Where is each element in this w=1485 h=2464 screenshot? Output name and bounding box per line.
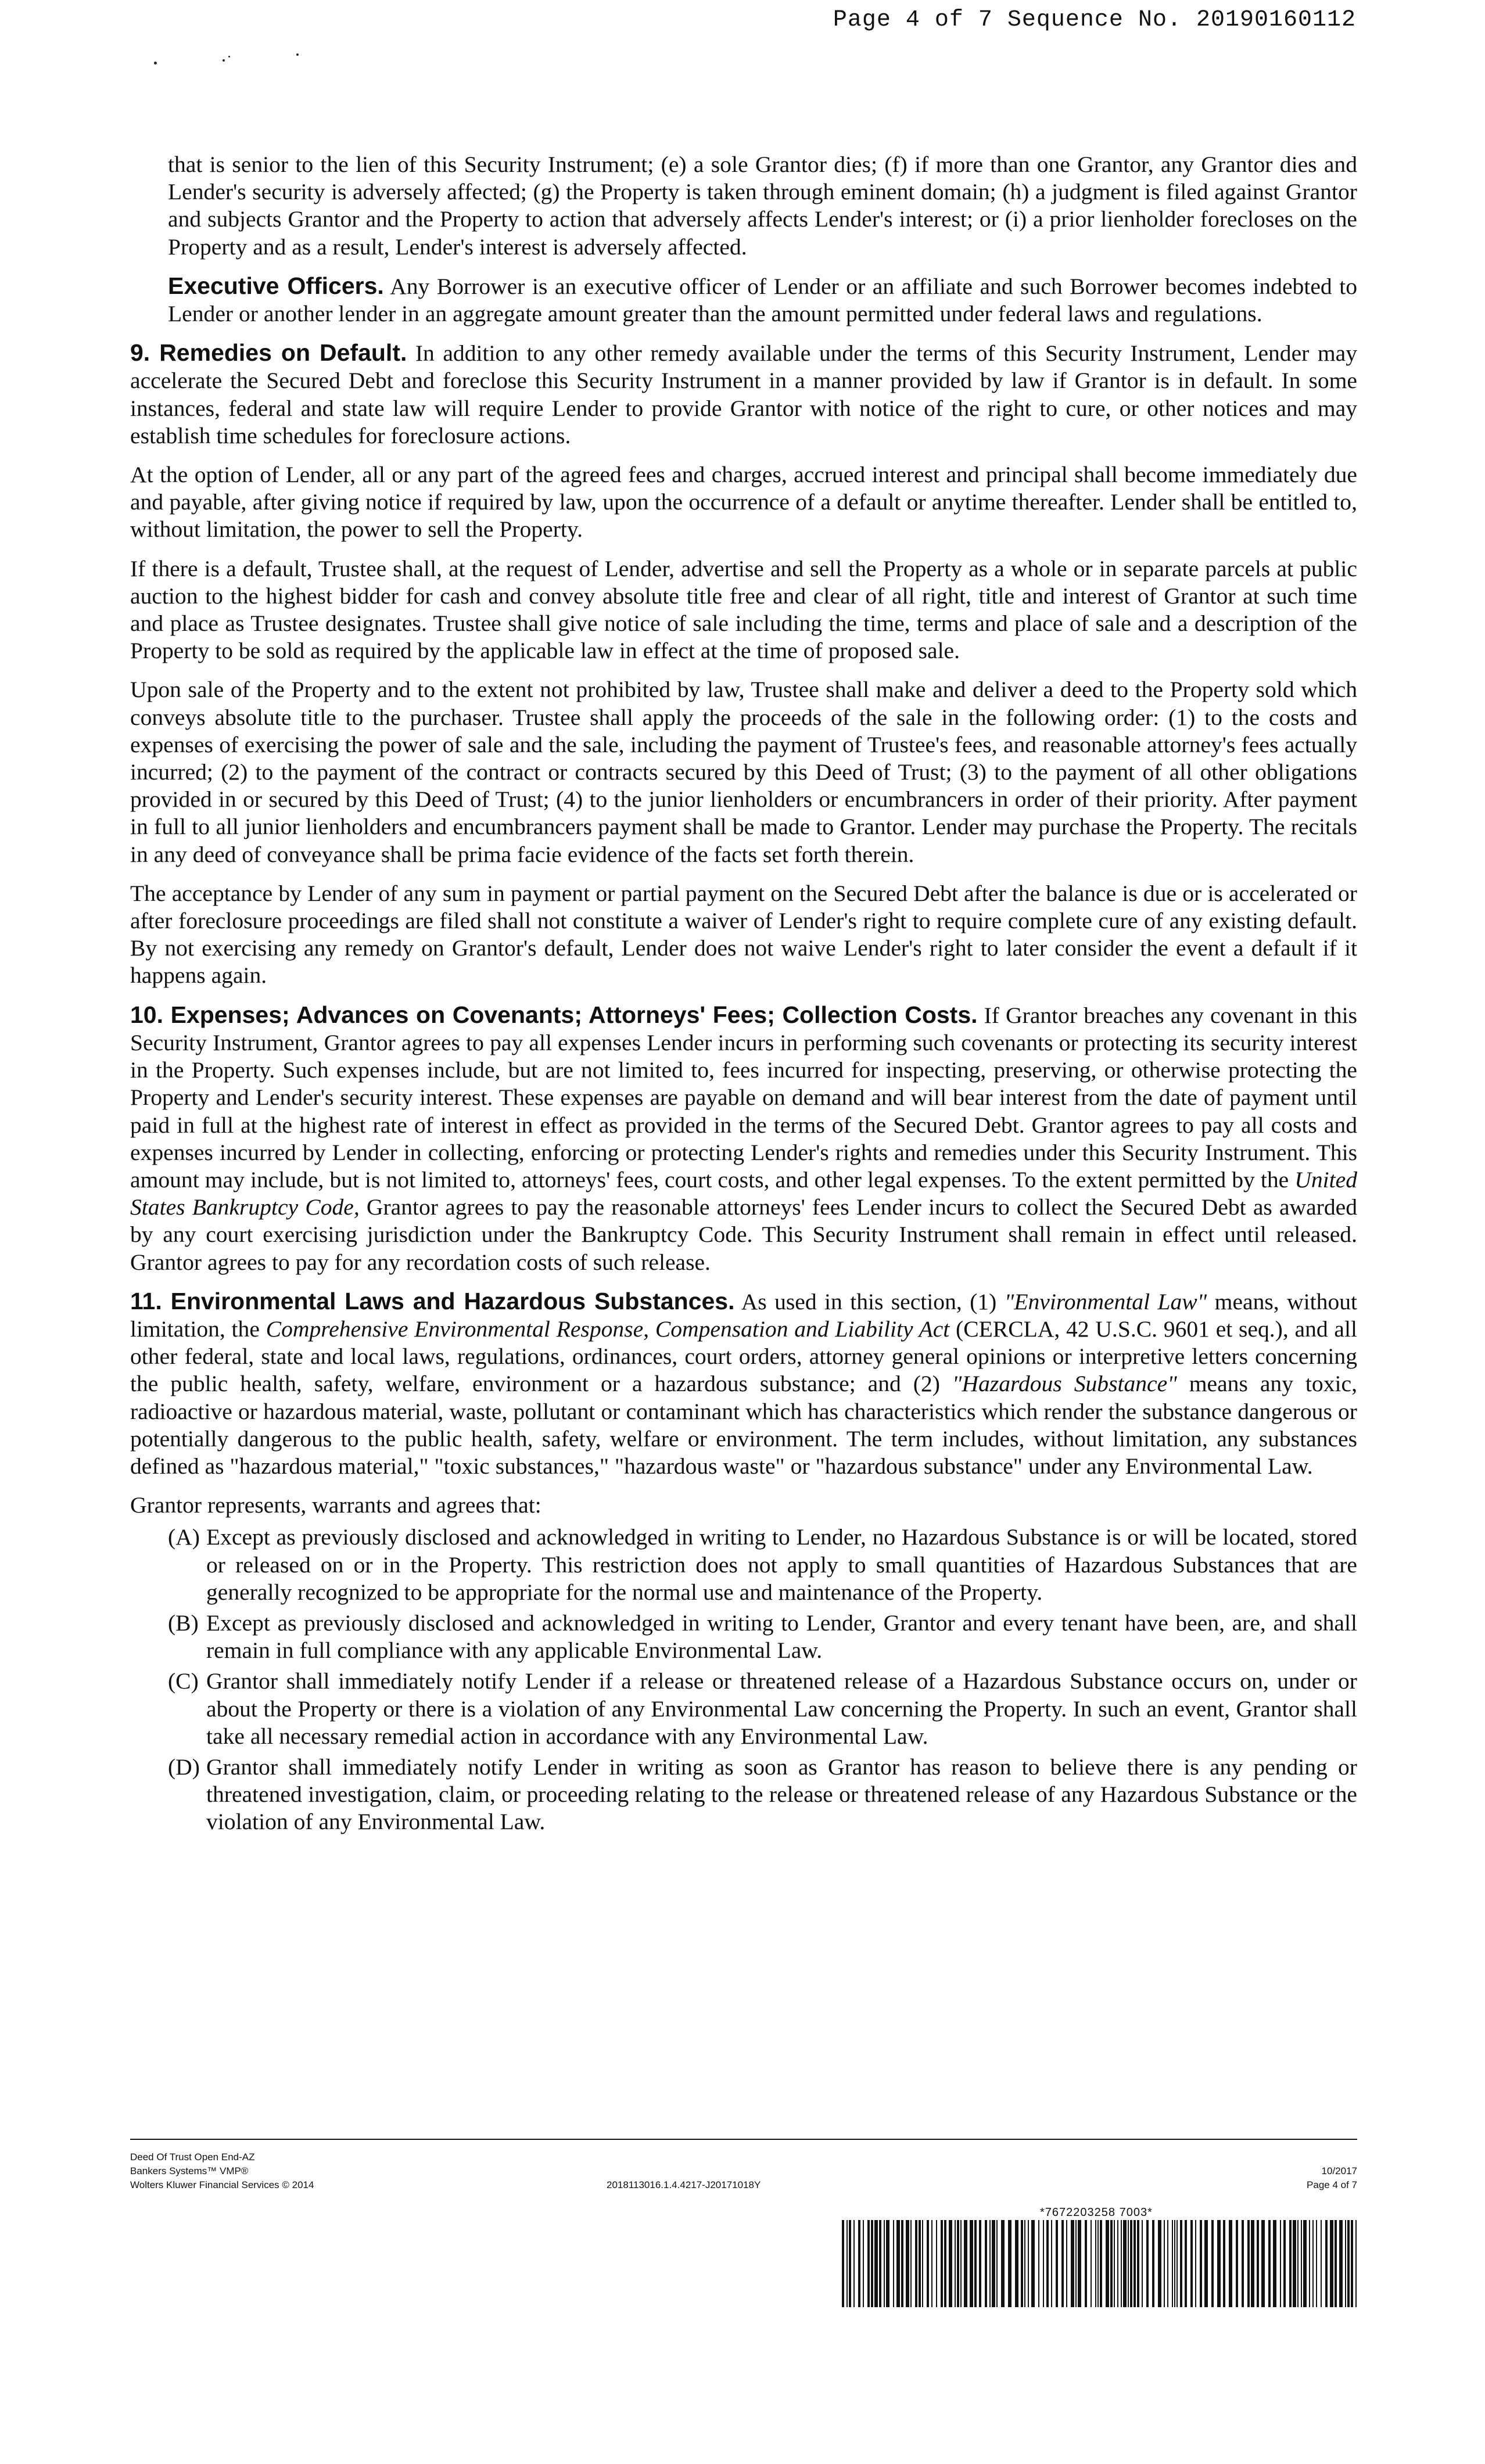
list-item [168, 1754, 1357, 1836]
barcode-bar [1024, 2220, 1025, 2307]
barcode-bar [1061, 2220, 1064, 2307]
footer-page-label: Page 4 of 7 [1307, 2179, 1357, 2190]
barcode-bar [910, 2220, 912, 2307]
barcode-bar [957, 2220, 959, 2307]
barcode-bar [896, 2220, 900, 2307]
paragraph-text: means any toxic, radioactive or hazardous material, waste, pollutant or contaminant which has characteristics which render the substance dangerous or potentially dangerous to the public health, safety, welfare or environment. The term includes, without limitation, any substances defined as "hazardous material," "toxic substances," "hazardous waste" or "hazardous substance" under any Environmental Law. [130, 1371, 1357, 1479]
barcode-bar [1257, 2220, 1259, 2307]
scan-speck [296, 53, 299, 56]
paragraph-text: Upon sale of the Property and to the extent not prohibited by law, Trustee shall make and deliver a deed to the Property sold which conveys absolute title to the purchaser. Trustee shall apply the proceeds of the sale in the following order: (1) to the costs and expenses of exercising the power of sale and the sale, including the payment of Trustee's fees, and reasonable attorney's fees actually incurred; (2) to the payment of the contract or contracts secured by this Deed of Trust; (3) to the payment of all other obligations provided in or secured by this Deed of Trust; (4) to the junior lienholders or encumbrancers in order of their priority. After payment in full to all junior lienholders and encumbrancers payment shall be made to Grantor. Lender may purchase the Property. The recitals in any deed of conveyance shall be prima facie evidence of the facts set forth therein. [130, 677, 1357, 867]
barcode-bar [1066, 2220, 1067, 2307]
barcode-bar [1038, 2220, 1039, 2307]
barcode-bar [842, 2220, 844, 2307]
barcode-bar [1134, 2220, 1136, 2307]
paragraph-default-events [130, 151, 1357, 261]
grantor-intro [130, 1492, 1357, 1519]
barcode-bar [1130, 2220, 1132, 2307]
barcode-bar [886, 2220, 889, 2307]
form-date: 10/2017 [1321, 2165, 1357, 2176]
barcode-bar [1312, 2220, 1314, 2307]
barcode-bar [1180, 2220, 1182, 2307]
barcode-bar [853, 2220, 855, 2307]
section-10-expenses [130, 1001, 1357, 1276]
paragraph-text: The acceptance by Lender of any sum in payment or partial payment on the Secured Debt after the balance is due or is accelerated or after foreclosure proceedings are filed shall not constitute a waiver of Lender's right to require complete cure of any existing default. By not exercising any remedy on Grantor's default, Lender does not waive Lender's right to later consider the event a default if it happens again. [130, 880, 1357, 989]
barcode-bar [1355, 2220, 1357, 2307]
barcode-bar [1229, 2220, 1232, 2307]
barcode-bar [1195, 2220, 1196, 2307]
list-item [168, 1524, 1357, 1606]
barcode-bar [1185, 2220, 1187, 2307]
barcode-bar [1309, 2220, 1310, 2307]
barcode-bar [1297, 2220, 1299, 2307]
italic-term: Comprehensive Environmental Response, Compensation and Liability Act [266, 1316, 950, 1342]
barcode-bar [1321, 2220, 1322, 2307]
barcode-bar [1351, 2220, 1353, 2307]
barcode-bar [955, 2220, 956, 2307]
barcode-bar [1325, 2220, 1328, 2307]
paragraph-text: Grantor represents, warrants and agrees that: [130, 1492, 541, 1518]
paragraph-text: means, without limitation, the [130, 1288, 1358, 1342]
barcode-bar [1204, 2220, 1208, 2307]
barcode-bar [1110, 2220, 1113, 2307]
italic-term: "Hazardous Substance" [952, 1371, 1177, 1397]
barcode-bar [1137, 2220, 1139, 2307]
barcode-bar [1273, 2220, 1276, 2307]
paragraph-text: As used in this section, (1) [734, 1288, 1005, 1314]
barcode-bar [1152, 2220, 1154, 2307]
page-sequence-header: Page 4 of 7 Sequence No. 20190160112 [833, 7, 1356, 33]
barcode-bar [884, 2220, 885, 2307]
barcode-bar [1091, 2220, 1092, 2307]
section-9-paragraph-4 [130, 676, 1357, 868]
barcode-bar [1117, 2220, 1118, 2307]
barcode-bar [863, 2220, 864, 2307]
barcode-bar [1316, 2220, 1317, 2307]
barcode-bar [871, 2220, 873, 2307]
paragraph-text: that is senior to the lien of this Security Instrument; (e) a sole Grantor dies; (f) if more than one Grantor, any Grantor dies and Lender's security is adversely affected; (g) the Property is taken through eminent domain; (h) a judgment is filed against Grantor and subjects Grantor and the Property to action that adversely affects Lender's interest; or (i) a prior lienholder forecloses on the Property and as a result, Lender's interest is adversely affected. [168, 152, 1357, 260]
barcode-bar [1100, 2220, 1102, 2307]
barcode-bar [1347, 2220, 1350, 2307]
italic-term: "Environmental Law" [1004, 1288, 1207, 1314]
barcode-bar [919, 2220, 921, 2307]
barcode-bar [1167, 2220, 1168, 2307]
barcode-bar [874, 2220, 878, 2307]
document-body [130, 151, 1357, 1840]
section-11-environmental [130, 1288, 1357, 1480]
barcode-number: *7672203258 7003* [1040, 2206, 1153, 2219]
section-9-remedies [130, 339, 1357, 450]
section-9-paragraph-5 [130, 880, 1357, 990]
barcode-bar [1046, 2220, 1049, 2307]
section-9-paragraph-2 [130, 461, 1357, 544]
barcode-bar [1051, 2220, 1052, 2307]
barcode-bar [992, 2220, 995, 2307]
barcode-bar [1123, 2220, 1127, 2307]
list-marker: (C) [168, 1668, 199, 1694]
barcode-bar [936, 2220, 937, 2307]
footer-page-info [1307, 2164, 1357, 2192]
barcode-bar [846, 2220, 848, 2307]
barcode-bar [989, 2220, 991, 2307]
barcode-bar [1085, 2220, 1087, 2307]
paragraph-text: In addition to any other remedy available under the terms of this Security Instrument, Lender may accelerate the Secured Debt and foreclose this Security Instrument in a manner provided by law if Grantor is in default. In some instances, federal and state law will require Lender to provide Grantor with notice of the right to cure, or other notices and may establish time schedules for foreclosure actions. [130, 340, 1357, 448]
scan-speck [223, 59, 225, 62]
list-item-text: Except as previously disclosed and acknowledged in writing to Lender, no Hazardous Substance is or will be located, stored or released on or in the Property. This restriction does not apply to small quantities of Hazardous Substances that are generally recognized to be appropriate for the normal use and maintenance of the Property. [206, 1524, 1357, 1605]
barcode-bar [1078, 2220, 1081, 2307]
barcode-bar [1303, 2220, 1307, 2307]
barcode-bar [1200, 2220, 1202, 2307]
barcode-bar [1095, 2220, 1096, 2307]
barcode-bar [970, 2220, 973, 2307]
barcode-bar [1172, 2220, 1173, 2307]
paragraph-text: If Grantor breaches any covenant in this Security Instrument, Grantor agrees to pay all expenses Lender incurs in performing such covenants or protecting its security interest in the Property. Such expenses include, but are not limited to, fees incurred for inspecting, preserving, or otherwise protecting the Property and Lender's security interest. These expenses are payable on demand and will bear interest from the date of payment until paid in full at the highest rate of interest in effect as provided in the terms of the Secured Debt. Grantor agrees to pay all costs and expenses incurred by Lender in collecting, enforcing or protecting Lender's rights and remedies under this Security Instrument. This amount may include, but is not limited to, attorneys' fees, court costs, and other legal expenses. To the extent permitted by the [130, 1002, 1357, 1193]
paragraph-text: At the option of Lender, all or any part of the agreed fees and charges, accrued interest and principal shall become immediately due and payable, after giving notice if required by law, upon the occurrence of a default or anytime thereafter. Lender shall be entitled to, without limitation, the power to sell the Property. [130, 462, 1357, 543]
barcode-bar [1146, 2220, 1149, 2307]
barcode-bar [1176, 2220, 1178, 2307]
barcode-bar [849, 2220, 851, 2307]
barcode-bar [1293, 2220, 1296, 2307]
barcode-bar [960, 2220, 962, 2307]
barcode-bar [867, 2220, 870, 2307]
scan-speck [228, 56, 230, 58]
barcode-bar [1330, 2220, 1333, 2307]
barcode-bar [1071, 2220, 1074, 2307]
list-marker: (A) [168, 1524, 200, 1550]
barcode-bar [915, 2220, 917, 2307]
barcode-bar [1031, 2220, 1035, 2307]
barcode-bar [1335, 2220, 1337, 2307]
barcode-bar [931, 2220, 932, 2307]
form-footer [130, 2150, 1357, 2197]
list-marker: (B) [168, 1610, 199, 1636]
barcode-bar [964, 2220, 967, 2307]
barcode-bar [1106, 2220, 1109, 2307]
form-system: Bankers Systems™ VMP® [130, 2165, 249, 2176]
footer-divider [130, 2139, 1357, 2140]
section-9-heading: 9. Remedies on Default. [130, 339, 407, 367]
barcode-bar [1174, 2220, 1175, 2307]
barcode-graphic [842, 2220, 1357, 2307]
barcode-bar [1283, 2220, 1286, 2307]
barcode-bar [1001, 2220, 1005, 2307]
barcode-bar [1339, 2220, 1343, 2307]
barcode-bar [1097, 2220, 1099, 2307]
paragraph-text: (CERCLA, 42 U.S.C. 9601 et seq.), and all other federal, state and local laws, regulations, ordinances, court orders, attorney general opinions or interpretive letters concerning the public health, safety, welfare, environment or a hazardous substance; and (2) [130, 1316, 1357, 1397]
barcode-bar [944, 2220, 946, 2307]
barcode-bar [1056, 2220, 1058, 2307]
barcode-bar [1121, 2220, 1122, 2307]
barcode-bar [1128, 2220, 1129, 2307]
grantor-representations-list [168, 1524, 1357, 1836]
italic-term: United States Bankruptcy Code, [130, 1166, 1357, 1220]
barcode-bar [1008, 2220, 1011, 2307]
barcode-bar [1280, 2220, 1281, 2307]
barcode-bar [1211, 2220, 1214, 2307]
list-item-text: Grantor shall immediately notify Lender in writing as soon as Grantor has reason to believe there is any pending or threatened investigation, claim, or proceeding relating to the release or threatened release of any Hazardous Substance or the violation of any Environmental Law. [206, 1754, 1357, 1835]
barcode-bar [1021, 2220, 1023, 2307]
paragraph-text: Any Borrower is an executive officer of Lender or an affiliate and such Borrower becomes indebted to Lender or another lender in an aggregate amount greater than the amount permitted under federal laws and regulations. [168, 273, 1357, 327]
barcode-bar [1301, 2220, 1302, 2307]
barcode-bar [1015, 2220, 1018, 2307]
barcode-bar [901, 2220, 903, 2307]
barcode-bar [1268, 2220, 1271, 2307]
barcode-bar [906, 2220, 909, 2307]
barcode-bar [879, 2220, 881, 2307]
barcode-bar [1345, 2220, 1346, 2307]
document-code: 2018113016.1.4.4217-J20171018Y [607, 2179, 761, 2190]
barcode-bar [1247, 2220, 1250, 2307]
scan-specks [154, 53, 328, 71]
barcode-bar [1114, 2220, 1115, 2307]
barcode-bar [974, 2220, 977, 2307]
barcode-bar [927, 2220, 929, 2307]
form-copyright: Wolters Kluwer Financial Services © 2014 [130, 2179, 314, 2190]
barcode-bar [1251, 2220, 1254, 2307]
list-item-text: Except as previously disclosed and acknowledged in writing to Lender, Grantor and every tenant have been, are, and shall remain in full compliance with any applicable Environmental Law. [206, 1610, 1357, 1664]
list-marker: (D) [168, 1754, 200, 1780]
barcode-bar [941, 2220, 943, 2307]
list-item [168, 1610, 1357, 1664]
barcode-bar [949, 2220, 952, 2307]
barcode-bar [979, 2220, 981, 2307]
barcode-bar [1236, 2220, 1238, 2307]
barcode-bar [858, 2220, 860, 2307]
form-name: Deed Of Trust Open End-AZ [130, 2151, 255, 2163]
barcode-bar [922, 2220, 923, 2307]
footer-form-info [130, 2150, 314, 2192]
paragraph-executive-officers [130, 272, 1357, 328]
barcode-bar [893, 2220, 894, 2307]
barcode-bar [1164, 2220, 1165, 2307]
list-item-text: Grantor shall immediately notify Lender if a release or threatened release of a Hazardous Substance occurs on, under or about the Property or there is a violation of any Environmental Law concerning the Property. In such an event, Grantor shall take all necessary remedial action in accordance with any Environmental Law. [206, 1668, 1357, 1749]
barcode-bar [1242, 2220, 1244, 2307]
barcode-bar [1289, 2220, 1292, 2307]
barcode-bar [1142, 2220, 1143, 2307]
paragraph-text: If there is a default, Trustee shall, at the request of Lender, advertise and sell the Property as a whole or in separate parcels at public auction to the highest bidder for cash and convey absolute title free and clear of all right, title and interest of Grantor at such time and place as Trustee designates. Trustee shall give notice of sale including the time, terms and place of sale and a description of the Property to be sold as required by the applicable law in effect at the time of proposed sale. [130, 555, 1357, 664]
executive-officers-heading: Executive Officers. [168, 272, 384, 299]
scan-speck [154, 62, 157, 64]
barcode-bar [1261, 2220, 1265, 2307]
barcode-bar [1028, 2220, 1029, 2307]
barcode-bar [1223, 2220, 1225, 2307]
list-item [168, 1668, 1357, 1750]
barcode-bar [985, 2220, 987, 2307]
section-9-paragraph-3 [130, 555, 1357, 665]
barcode-bar [1217, 2220, 1221, 2307]
barcode-bar [1158, 2220, 1161, 2307]
paragraph-text: Grantor agrees to pay the reasonable attorneys' fees Lender incurs to collect the Secured Debt as awarded by any court exercising jurisdiction under the Bankruptcy Code. This Security Instrument shall remain in effect until released. Grantor agrees to pay for any recordation costs of such release. [130, 1194, 1357, 1275]
barcode-bar [1043, 2220, 1044, 2307]
section-11-heading: 11. Environmental Laws and Hazardous Substances. [130, 1287, 735, 1314]
barcode-bar [1075, 2220, 1077, 2307]
barcode-bar [1190, 2220, 1193, 2307]
section-10-heading: 10. Expenses; Advances on Covenants; Attorneys' Fees; Collection Costs. [130, 1001, 978, 1028]
barcode-bar [996, 2220, 998, 2307]
